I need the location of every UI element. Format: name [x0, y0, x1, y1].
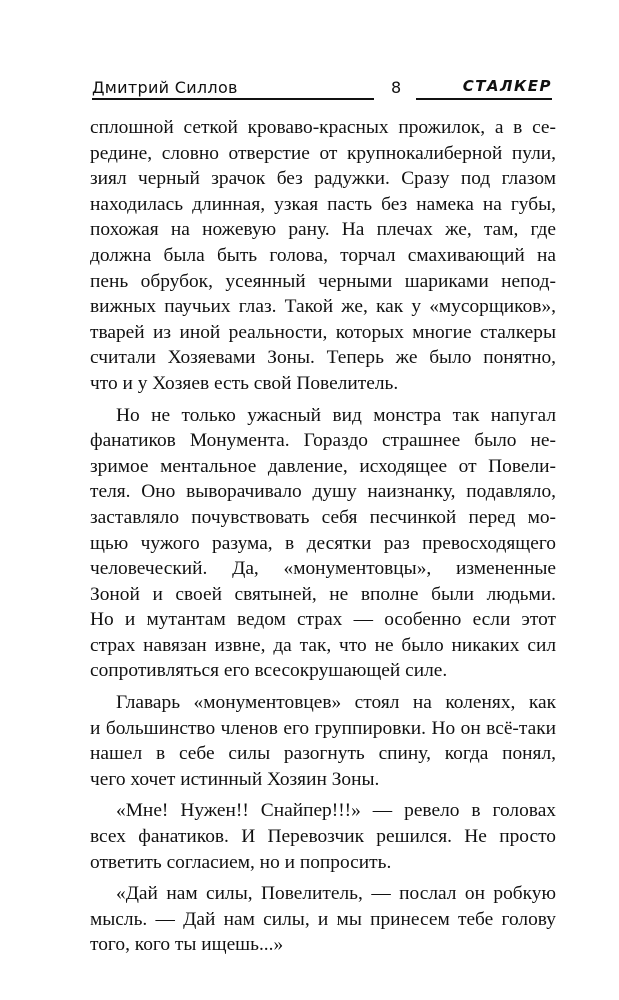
text-line: мысль. — Дай нам силы, и мы принесем тебе голову [90, 908, 556, 930]
text-line: человеческий. Да, «монументовцы», измененные [90, 558, 556, 580]
text-line: всех фанатиков. И Перевозчик решился. Не просто [90, 826, 556, 848]
paragraph-5 [90, 881, 556, 958]
text-line: Но и мутантам ведом страх — особенно если этот [90, 609, 556, 631]
text-line: тварей из иной реальности, которых многие сталкеры [90, 321, 556, 343]
header-author: Дмитрий Силлов [92, 78, 238, 97]
text-line: сопротивляться его всесокрушающей силе. [90, 660, 448, 682]
paragraph-4 [90, 798, 556, 875]
text-line: редине, словно отверстие от крупнокалиберной пули, [90, 142, 556, 164]
running-header [92, 76, 552, 102]
paragraph-2 [90, 403, 556, 685]
text-line: заставляло почувствовать себя песчинкой перед мо- [90, 506, 556, 528]
text-line: и большинство членов его группировки. Но он всё-таки [90, 717, 556, 739]
header-series-title: СТАЛКЕР [462, 77, 552, 95]
paragraph-1 [90, 115, 556, 397]
text-line: ответить согласием, но и попросить. [90, 851, 392, 873]
text-line: вижных паучьих глаз. Такой же, как у «мусорщиков», [90, 296, 556, 318]
text-line: «Дай нам силы, Повелитель, — послал он робкую [116, 883, 556, 905]
text-line: того, кого ты ищешь...» [90, 934, 284, 956]
text-line: зримое ментальное давление, исходящее от Повели- [90, 455, 556, 477]
text-line: находилась длинная, узкая пасть без намека на губы, [90, 193, 556, 215]
text-line: зиял черный зрачок без радужки. Сразу под глазом [90, 168, 556, 190]
header-rule-right [416, 98, 552, 100]
text-line: должна была быть голова, торчал смахивающий на [90, 244, 556, 266]
text-line: страх навязан извне, да так, что не было никаких сил [90, 634, 556, 656]
text-line: считали Хозяевами Зоны. Теперь же было понятно, [90, 347, 556, 369]
text-line: сплошной сеткой кроваво-красных прожилок, а в се- [90, 117, 556, 138]
body-text [90, 115, 556, 964]
text-line: теля. Оно выворачивало душу наизнанку, подавляло, [90, 481, 556, 503]
text-line: чего хочет истинный Хозяин Зоны. [90, 768, 380, 790]
text-line: нашел в себе силы разогнуть спину, когда понял, [90, 743, 556, 765]
text-line: щью чужого разума, в десятки раз превосходящего [90, 532, 556, 554]
text-line: Зоной и своей святыней, не вполне были людьми. [90, 583, 556, 605]
text-line: похожая на ножевую рану. На плечах же, там, где [90, 219, 556, 241]
text-line: «Мне! Нужен!! Снайпер!!!» — ревело в головах [116, 800, 556, 822]
header-rule-left [92, 98, 374, 100]
text-line: Главарь «монументовцев» стоял на коленях, как [116, 692, 556, 714]
page-number: 8 [391, 78, 402, 97]
text-line: что и у Хозяев есть свой Повелитель. [90, 372, 399, 394]
text-line: фанатиков Монумента. Гораздо страшнее было не- [90, 430, 556, 452]
text-line: пень обрубок, усеянный черными шариками непод- [90, 270, 556, 292]
text-line: Но не только ужасный вид монстра так напугал [116, 404, 556, 426]
paragraph-3 [90, 690, 556, 792]
